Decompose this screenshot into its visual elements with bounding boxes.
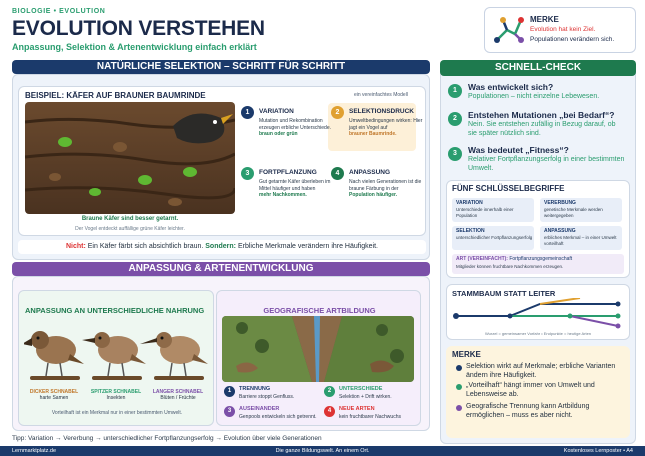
step-body: Umweltbedingungen wirken: Hier jagt ein Vogel auf brauner Baumrinde. xyxy=(349,118,423,137)
step-title: SELEKTIONSDRUCK xyxy=(349,108,415,115)
selection-band: NATÜRLICHE SELEKTION – SCHRITT FÜR SCHRITT xyxy=(12,60,430,74)
finch-illustrations xyxy=(24,316,210,386)
step-number: 2 xyxy=(331,106,344,119)
example-title: BEISPIEL: KÄFER AUF BRAUNER BAUMRINDE xyxy=(25,91,206,100)
beak-thick: DICKER SCHNABEL harte Samen xyxy=(29,389,79,401)
footer-bar xyxy=(0,446,645,456)
term-variation: VARIATION Unterschiede innerhalb einer Population xyxy=(452,198,534,222)
beak-footer: Vorteilhaft ist ein Merkmal nur in einer bestimmten Umwelt. xyxy=(51,410,183,416)
merke-line-2: Populationen verändern sich. xyxy=(530,36,615,43)
footer-note: Kostenloses Lernposter • A4 xyxy=(563,448,633,454)
beetle-bark-photo xyxy=(25,102,235,214)
step-body: Mutation und Rekombination erzeugen erbliche Unterschiede. braun oder grün xyxy=(259,118,331,137)
quick-check-band: SCHNELL-CHECK xyxy=(440,60,636,76)
photo-caption: Braune Käfer sind besser getarnt. xyxy=(81,216,179,222)
step-body: Nach vielen Generationen ist die braune Färbung in der Population häufiger. xyxy=(349,179,422,198)
step-body: Gut getarnte Käfer überleben im Mittel häufiger und haben mehr Nachkommen. xyxy=(259,179,331,198)
nutrition-title: ANPASSUNG AN UNTERSCHIEDLICHE NAHRUNG xyxy=(25,306,205,315)
photo-subcaption: Der Vogel entdeckt auffällige grüne Käfer leichter. xyxy=(75,226,185,232)
page-title: EVOLUTION VERSTEHEN xyxy=(12,17,265,40)
phylogenetic-tree-icon xyxy=(450,298,626,330)
merke-highlight-box xyxy=(484,7,636,53)
page-subtitle: Anpassung, Selektion & Artenentwicklung einfach erklärt xyxy=(12,42,257,52)
beak-long: LANGER SCHNABEL Blüten / Früchte xyxy=(152,389,204,401)
term-vererbung: VERERBUNG genetische Merkmale werden weitergegeben xyxy=(540,198,622,222)
canyon-illustration xyxy=(222,316,414,382)
model-note: ein vereinfachtes Modell xyxy=(354,92,408,98)
tip-line: Tipp: Variation → Vererbung → unterschiedlicher Fortpflanzungserfolg → Evolution über viele Generationen xyxy=(12,435,322,442)
step-number: 4 xyxy=(331,167,344,180)
step-title: ANPASSUNG xyxy=(349,169,391,176)
beak-pointed: SPITZER SCHNABEL Insekten xyxy=(90,389,142,401)
merke-line-1: Evolution hat kein Ziel. xyxy=(530,26,596,33)
key-terms-title: FÜNF SCHLÜSSELBEGRIFFE xyxy=(452,184,565,193)
subject-label: BIOLOGIE • EVOLUTION xyxy=(12,8,106,15)
footer-tagline: Die ganze Bildungswelt. An einem Ort. xyxy=(275,448,370,454)
speciation-title: GEOGRAFISCHE ARTBILDUNG xyxy=(263,306,376,315)
tree-caption: Wurzel = gemeinsamer Vorfahr • Endpunkte = heutige Arten xyxy=(484,331,592,336)
tree-title: STAMMBAUM STATT LEITER xyxy=(452,289,556,298)
adaptation-band: ANPASSUNG & ARTENENTWICKLUNG xyxy=(12,262,430,276)
branching-tree-icon xyxy=(493,14,525,46)
step-title: VARIATION xyxy=(259,108,294,115)
merke-label: MERKE xyxy=(530,15,559,24)
step-title: FORTPFLANZUNG xyxy=(259,169,317,176)
step-number: 1 xyxy=(241,106,254,119)
misconception-line: Nicht: Ein Käfer färbt sich absichtlich braun. Sondern: Erbliche Merkmale verändern ihre Häufigkeit. xyxy=(18,240,426,254)
term-selektion: SELEKTION unterschiedlicher Fortpflanzungserfolg xyxy=(452,226,534,250)
term-anpassung: ANPASSUNG erbliches Merkmal – in einer Umwelt vorteilhaft xyxy=(540,226,622,250)
term-art: ART (VEREINFACHT): Fortpflanzungsgemeinschaft Mitglieder können fruchtbare Nachkommen erzeugen. xyxy=(452,254,624,274)
step-number: 3 xyxy=(241,167,254,180)
merke-title: MERKE xyxy=(452,350,481,359)
footer-site-link[interactable]: Lernmarktplatz.de xyxy=(12,448,57,454)
